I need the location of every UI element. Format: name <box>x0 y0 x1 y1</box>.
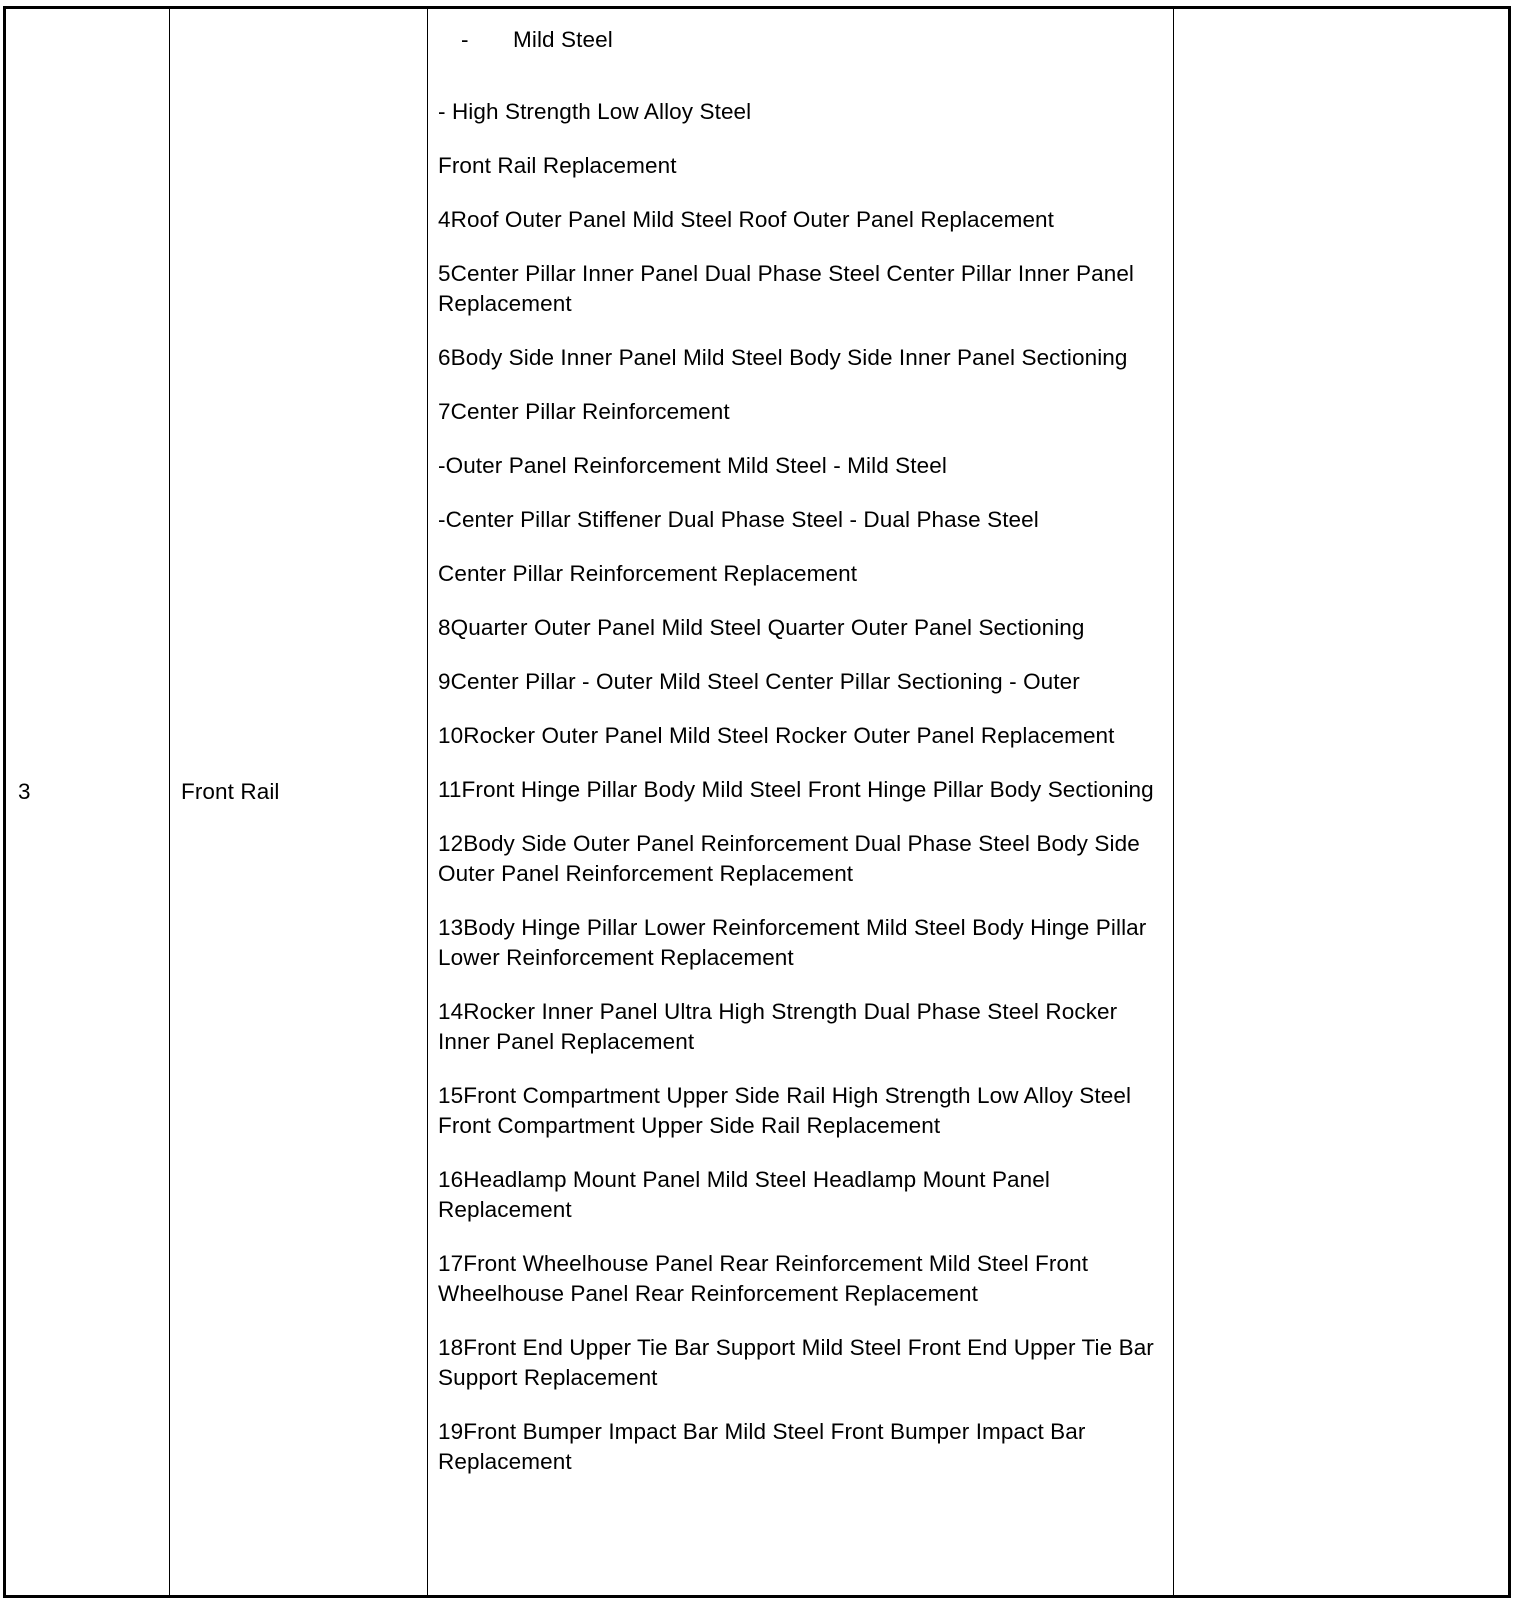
description-line: Center Pillar Reinforcement Replacement <box>438 561 858 586</box>
description-line: 5Center Pillar Inner Panel Dual Phase Steel Center Pillar Inner Panel Replacement <box>438 261 1135 316</box>
description-line: 13Body Hinge Pillar Lower Reinforcement Mild Steel Body Hinge Pillar Lower Reinforcement Replacement <box>438 915 1147 970</box>
description-lines <box>438 97 1158 1477</box>
description-line: 10Rocker Outer Panel Mild Steel Rocker Outer Panel Replacement <box>438 723 1115 748</box>
row-number-cell <box>6 9 170 1595</box>
description-first-line <box>438 25 1158 55</box>
row-number: 3 <box>18 779 31 804</box>
description-line: -Center Pillar Stiffener Dual Phase Steel - Dual Phase Steel <box>438 507 1039 532</box>
description-line: 12Body Side Outer Panel Reinforcement Dual Phase Steel Body Side Outer Panel Reinforcement Replacement <box>438 831 1140 886</box>
list-dash: - <box>461 27 469 52</box>
empty-cell <box>1173 9 1508 1595</box>
description-line: 9Center Pillar - Outer Mild Steel Center Pillar Sectioning - Outer <box>438 669 1080 694</box>
description-line: 11Front Hinge Pillar Body Mild Steel Front Hinge Pillar Body Sectioning <box>438 777 1154 802</box>
description-line: 17Front Wheelhouse Panel Rear Reinforcement Mild Steel Front Wheelhouse Panel Rear Reinforcement Replacement <box>438 1251 1089 1306</box>
description-first-text: Mild Steel <box>513 27 613 52</box>
description-cell <box>427 9 1174 1595</box>
description-list <box>438 25 1158 1501</box>
part-name: Front Rail <box>181 779 280 804</box>
description-line: 6Body Side Inner Panel Mild Steel Body Side Inner Panel Sectioning <box>438 345 1128 370</box>
description-line: 4Roof Outer Panel Mild Steel Roof Outer Panel Replacement <box>438 207 1055 232</box>
description-line: 15Front Compartment Upper Side Rail High Strength Low Alloy Steel Front Compartment Upper Side Rail Replacement <box>438 1083 1132 1138</box>
description-line: 14Rocker Inner Panel Ultra High Strength Dual Phase Steel Rocker Inner Panel Replacement <box>438 999 1118 1054</box>
description-line: 19Front Bumper Impact Bar Mild Steel Front Bumper Impact Bar Replacement <box>438 1419 1086 1474</box>
part-name-cell <box>169 9 428 1595</box>
description-line: 7Center Pillar Reinforcement <box>438 399 730 424</box>
description-line: - High Strength Low Alloy Steel <box>438 99 752 124</box>
description-line: -Outer Panel Reinforcement Mild Steel - Mild Steel <box>438 453 947 478</box>
parts-table <box>3 6 1511 1598</box>
description-line: 16Headlamp Mount Panel Mild Steel Headlamp Mount Panel Replacement <box>438 1167 1050 1222</box>
description-line: Front Rail Replacement <box>438 153 677 178</box>
description-line: 8Quarter Outer Panel Mild Steel Quarter Outer Panel Sectioning <box>438 615 1085 640</box>
description-line: 18Front End Upper Tie Bar Support Mild Steel Front End Upper Tie Bar Support Replacement <box>438 1335 1154 1390</box>
